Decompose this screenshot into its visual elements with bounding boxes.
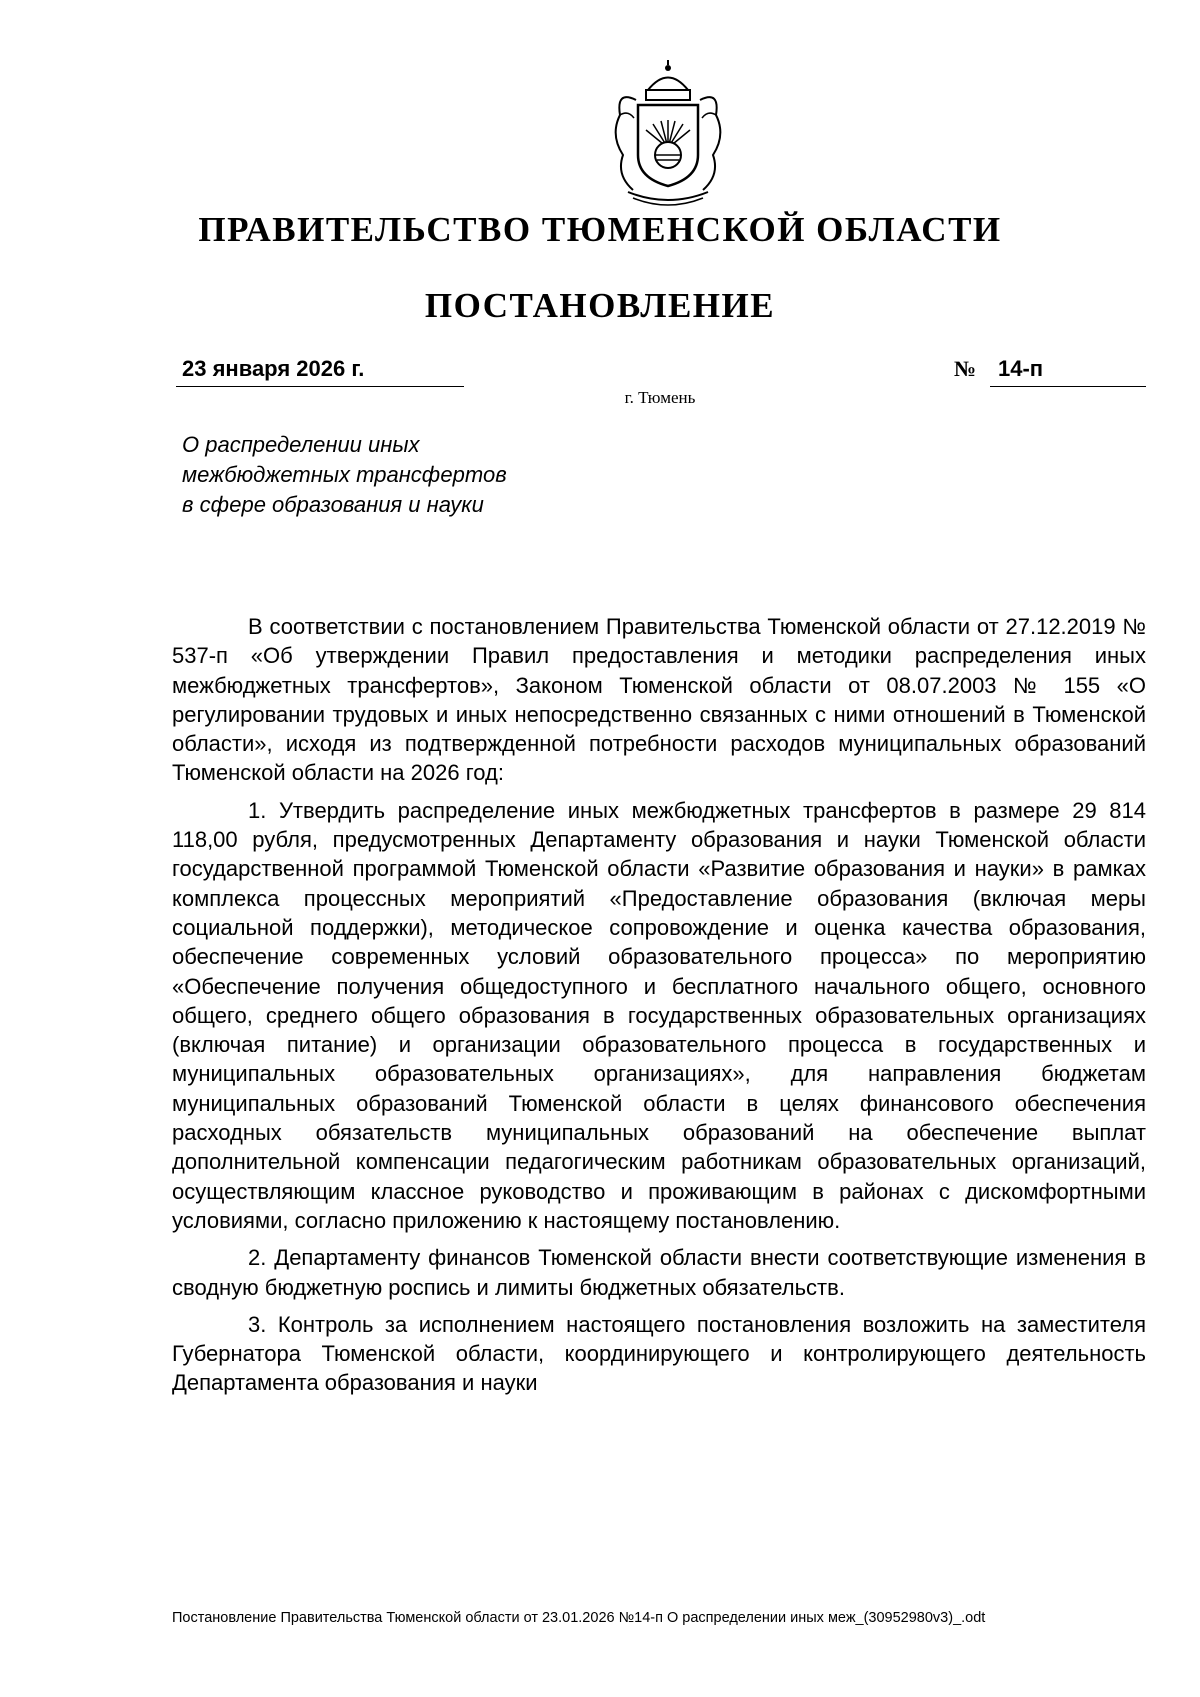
subject-line: в сфере образования и науки <box>182 492 484 517</box>
document-body <box>172 612 1146 1406</box>
coat-of-arms-icon <box>598 60 738 210</box>
document-subject <box>182 430 742 520</box>
preamble-paragraph: В соответствии с постановлением Правительства Тюменской области от 27.12.2019 № 537-п «Об утверждении Правил предоставления и методики распределения иных межбюджетных трансфертов», Законом Тюменской области от 08.07.2003 № 155 «О регулировании трудовых и иных непосредственно связанных с ними отношений в Тюменской области», исходя из подтвержденной потребности расходов муниципальных образований Тюменской области на 2026 год: <box>172 614 1146 786</box>
subject-line: О распределении иных <box>182 432 420 457</box>
document-date: 23 января 2026 г. <box>176 356 464 387</box>
document-city: г. Тюмень <box>624 388 696 407</box>
item-3-paragraph: 3. Контроль за исполнением настоящего постановления возложить на заместителя Губернатора Тюменской области, координирующего и контролирующего деятельность Департамента образования и науки <box>172 1311 1146 1396</box>
document-type: ПОСТАНОВЛЕНИЕ <box>424 286 776 325</box>
footer-filename: Постановление Правительства Тюменской области от 23.01.2026 №14-п О распределении иных меж_(30952980v3)_.odt <box>172 1610 986 1626</box>
subject-line: межбюджетных трансфертов <box>182 462 507 487</box>
document-number: 14-п <box>990 356 1146 387</box>
item-1-paragraph: 1. Утвердить распределение иных межбюджетных трансфертов в размере 29 814 118,00 рубля, предусмотренных Департаменту образования и науки Тюменской области государственной программой Тюменской области «Развитие образования и науки» в рамках комплекса процессных мероприятий «Предоставление образования (включая меры социальной поддержки), методическое сопровождение и оценка качества образования, обеспечение современных условий образовательного процесса» по мероприятию «Обеспечение получения общедоступного и бесплатного начального общего, основного общего, среднего общего образования в государственных образовательных организациях (включая питание) и организации образовательного процесса в государственных и муниципальных образовательных организациях», для направления бюджетам муниципальных образований Тюменской области в целях финансового обеспечения расходных обязательств муниципальных образований на обеспечение выплат дополнительной компенсации педагогическим работникам образовательных организаций, осуществляющим классное руководство и проживающим в районах с дискомфортными условиями, согласно приложению к настоящему постановлению. <box>172 797 1146 1233</box>
government-title: ПРАВИТЕЛЬСТВО ТЮМЕНСКОЙ ОБЛАСТИ <box>198 210 1002 249</box>
number-label: № <box>954 356 977 381</box>
item-2-paragraph: 2. Департаменту финансов Тюменской области внести соответствующие изменения в сводную бюджетную роспись и лимиты бюджетных обязательств. <box>172 1245 1146 1300</box>
